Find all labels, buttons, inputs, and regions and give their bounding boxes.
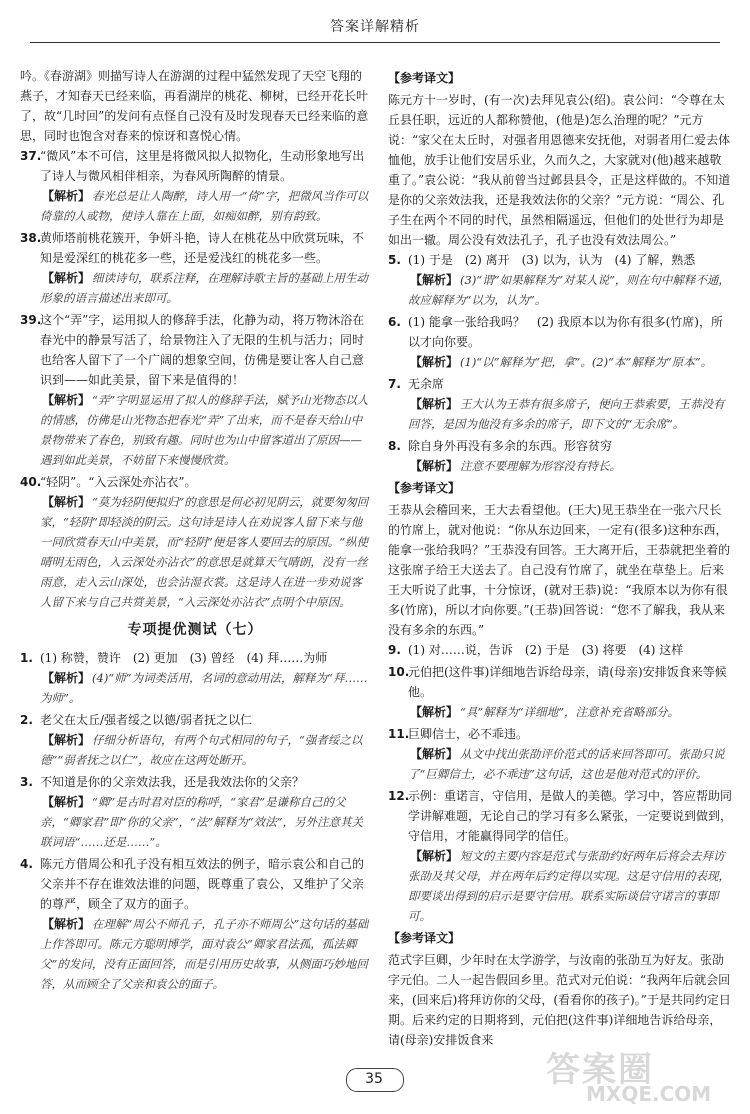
- analysis-tag: 【解析】: [42, 393, 91, 407]
- analysis-text: 王大认为王恭有很多席子，便向王恭索要，王恭没有回答，是因为他没有多余的席子，即下文的“无余席”。: [408, 397, 725, 431]
- item-number: 10.: [388, 665, 410, 679]
- answer-text: “微风”本不可信，这里是将微风拟人拟物化，生动形象地写出了诗人与微风相伴相亲，为春风所陶醉的情景。: [40, 149, 365, 183]
- answer-text: (1) 称赞，赞许 (2) 更加 (3) 曾经 (4) 拜……为师: [40, 651, 328, 665]
- answer-item: [388, 374, 733, 434]
- answer-item: [20, 854, 370, 994]
- intro-paragraph: 吟。《春游湖》则描写诗人在游湖的过程中猛然发现了天空飞翔的燕子，才知春天已经来临，再看湖岸的桃花、柳树，已经开花长叶了，故“几时回”的发问有点怪自己没有及时发现春天已经来临的意思，同时也饱含对春来的惊讶和喜悦心情。: [20, 69, 369, 143]
- right-answer-list-2: [388, 640, 733, 926]
- item-body: [408, 312, 733, 372]
- item-body: [40, 146, 370, 226]
- left-answer-list-2: [20, 648, 370, 994]
- answer-text: (1) 能拿一张给我吗？ (2) 我原本以为你有很多(竹席)，所以才向你要。: [408, 315, 723, 349]
- analysis-text: 注意不要理解为形容没有特长。: [460, 459, 622, 473]
- analysis-text: “弄”字明显运用了拟人的修辞手法，赋予山光物态以人的情感，仿佛是山光物态把春光“弄”了出来，而不是春天给山中景物带来了春色，别致有趣。同时也为山中留客道出了原因——遇到如此美景，不妨留下来慢慢欣赏。: [40, 393, 369, 467]
- watermark-logo: [546, 1042, 736, 1106]
- item-number: 9.: [388, 643, 401, 657]
- item-number: 39.: [20, 313, 42, 327]
- analysis-tag: 【解析】: [410, 459, 459, 473]
- answer-item: [20, 772, 370, 852]
- item-body: [40, 648, 370, 708]
- item-body: [408, 662, 733, 722]
- answer-text: 不知道是你的父亲效法我，还是我效法你的父亲？: [40, 775, 305, 789]
- page-header: [0, 0, 750, 44]
- analysis-tag: 【解析】: [42, 917, 91, 931]
- answer-text: 黄师塔前桃花簇开，争妍斗艳，诗人在桃花丛中欣赏玩味，不知是爱深红的桃花多一些，还是爱浅红的桃花多一些。: [40, 231, 365, 265]
- analysis-text: (3)“谓”如果解释为“对某人说”，则在句中解释不通，故应解释为“以为，认为”。: [408, 273, 730, 307]
- page-number: 35: [346, 1068, 402, 1090]
- answer-item: [20, 228, 370, 308]
- analysis-text: “具”解释为“详细地”，注意补充省略部分。: [460, 705, 680, 719]
- answer-item: [20, 710, 370, 770]
- analysis-text: 从文中找出张劭评价范式的话来回答即可。张劭只说了“巨卿信士，必不乖违”这句话，这也是他对范式的评价。: [408, 747, 725, 781]
- right-answer-list: [388, 250, 733, 476]
- reference-translation-3: 范式字巨卿，少年时在太学游学，与汝南的张劭互为好友。张劭字元伯。二人一起告假回乡里。范式对元伯说：“我两年后就会回来，(回来后)将拜访你的父母，(看看你的孩子)。”于是共同约定日期。后来约定的日期将到，元伯把(这件事)详细地告诉给母亲，请(母亲)安排饭食来: [388, 953, 731, 1047]
- answer-item: [388, 662, 733, 722]
- item-body: [40, 772, 370, 852]
- answer-text: 老父在太丘/强者绥之以德/弱者抚之以仁: [40, 713, 253, 727]
- analysis-text: 短文的主要内容是范式与张劭约好两年后将会去拜访张劭及其父母，并在两年后约定得以实现。这是守信用的表现，即要谈出得到的启示是要守信用。联系实际谈信守诺言的事即可。: [408, 849, 730, 923]
- item-number: 7.: [388, 377, 401, 391]
- analysis-tag: 【解析】: [42, 189, 91, 203]
- section-title: 专项提优测试（七）: [127, 622, 263, 638]
- item-number: 2.: [20, 713, 33, 727]
- answer-item: [388, 786, 733, 926]
- item-number: 5.: [388, 253, 401, 267]
- item-body: [40, 310, 370, 470]
- answer-item: [388, 312, 733, 372]
- reference-translation-1: 陈元方十一岁时，(有一次)去拜见袁公(绍)。袁公问：“令尊在太丘县任职，远近的人都称赞他，(他是)怎么治理的呢？”元方说：“家父在太丘时，对强者用恩德来安抚他，对弱者用仁爱去体恤他，放手让他们安居乐业，久而久之，大家就对(他)越来越敬重了。”袁公说：“我从前曾当过邺县县令，正是这样做的。不知道是你的父亲效法我，还是我效法你的父亲？”元方说：“周公、孔子生在两个不同的时代，虽然相隔遥远，但他们的处世行为却是如出一辙。周公没有效法孔子，孔子也没有效法周公。”: [388, 93, 731, 247]
- item-number: 8.: [388, 439, 401, 453]
- watermark-url: MXQE.COM: [586, 1082, 712, 1106]
- answer-item: [20, 310, 370, 470]
- right-column: [388, 66, 733, 1050]
- answer-item: [388, 250, 733, 310]
- answer-text: 巨卿信士，必不乖违。: [408, 727, 529, 741]
- item-body: [408, 374, 733, 434]
- item-number: 6.: [388, 315, 401, 329]
- answer-text: 示例：重诺言，守信用，是做人的美德。学习中，答应帮助同学讲解难题，无论自己的学习有多么紧张，一定要说到做到，守信用，才能赢得同学的信任。: [408, 789, 733, 843]
- analysis-tag: 【解析】: [42, 795, 91, 809]
- left-answer-list: [20, 146, 370, 612]
- analysis-tag: 【解析】: [42, 671, 91, 685]
- answer-item: [388, 724, 733, 784]
- item-number: 38.: [20, 231, 42, 245]
- item-body: [40, 854, 370, 994]
- item-number: 4.: [20, 857, 33, 871]
- answer-text: 这个“弄”字，运用拟人的修辞手法，化静为动，将万物沐浴在春光中的静景写活了，给景物注入了无限的生机与活力；同时也给客人留下了一个广阔的想象空间，仿佛是要让客人自己意识到——如此美景，留下来是值得的！: [40, 313, 365, 387]
- item-body: [40, 228, 370, 308]
- analysis-text: 细读诗句，联系注释，在理解诗歌主旨的基础上用生动形象的语言描述出来即可。: [40, 271, 369, 305]
- reference-translation-2: 王恭从会稽回来，王大去看望他。(王大)见王恭坐在一张六尺长的竹席上，就对他说：“你从东边回来，一定有(很多)这种东西，能拿一张给我吗？”王恭没有回答。王大离开后，王恭就把坐着的这张席子给王大送去了。自己没有竹席了，就坐在草垫上。后来王大听说了此事，十分惊讶，(就对王恭)说：“我原本以为你有很多(竹席)，所以才向你要。”(王恭)回答说：“您不了解我，我从来没有多余的东西。”: [388, 503, 731, 637]
- analysis-text: 在理解“周公不师孔子，孔子亦不师周公”这句话的基础上作答即可。陈元方聪明博学，面对袁公“卿家君法孤，孤法卿父”的发问，没有正面回答，而是引用历史故事，从侧面巧妙地回答，从而顾全了父亲和袁公的面子。: [40, 917, 369, 991]
- analysis-text: 春光总是让人陶醉，诗人用一“倚”字，把微风当作可以倚靠的人或物，使诗人靠在上面，如痴如醉，别有韵致。: [40, 189, 369, 223]
- item-body: [408, 250, 733, 310]
- watermark-text: 答案圈: [546, 1050, 654, 1090]
- analysis-tag: 【解析】: [410, 355, 459, 369]
- item-body: [40, 472, 370, 612]
- analysis-tag: 【解析】: [410, 747, 459, 761]
- item-body: [408, 640, 733, 660]
- answer-text: 陈元方借周公和孔子没有相互效法的例子，暗示袁公和自己的父亲并不存在谁效法谁的问题，既尊重了袁公，又维护了父亲的尊严，顾全了双方的面子。: [40, 857, 365, 911]
- item-number: 1.: [20, 651, 33, 665]
- answer-text: (1) 于是 (2) 离开 (3) 以为，认为 (4) 了解，熟悉: [408, 253, 696, 267]
- item-body: [408, 436, 733, 476]
- analysis-tag: 【解析】: [410, 273, 459, 287]
- item-body: [408, 786, 733, 926]
- header-title: 答案详解精析: [330, 19, 420, 35]
- answer-text: 除自身外再没有多余的东西。形容贫穷: [408, 439, 613, 453]
- answer-item: [20, 648, 370, 708]
- analysis-tag: 【解析】: [410, 849, 459, 863]
- reference-translation-label-2: 【参考译文】: [388, 481, 461, 495]
- item-number: 3.: [20, 775, 33, 789]
- answer-text: “轻阴”。“入云深处亦沾衣”。: [40, 475, 197, 489]
- item-body: [40, 710, 370, 770]
- item-number: 37.: [20, 149, 42, 163]
- analysis-text: “莫为轻阴便拟归”的意思是何必初见阴云，就要匆匆回家，“轻阴”即轻淡的阴云。这句诗是诗人在劝说客人留下来与他一同欣赏春天山中美景，而“轻阴”便是客人要回去的原因。“纵使晴明无雨色，入云深处亦沾衣”的意思是就算天气晴朗，没有一丝雨意，走入云山深处，也会沾湿衣裳。这是诗人在进一步劝说客人留下来与自己共赏美景，“入云深处亦沾衣”点明个中原因。: [40, 495, 369, 609]
- answer-item: [388, 436, 733, 476]
- reference-translation-label-3: 【参考译文】: [388, 931, 461, 945]
- analysis-tag: 【解析】: [410, 397, 459, 411]
- analysis-text: (4)“师”为词类活用，名词的意动用法，解释为“拜……为师”。: [40, 671, 368, 705]
- left-column: [20, 66, 370, 996]
- answer-text: (1) 对……说，告诉 (2) 于是 (3) 将要 (4) 这样: [408, 643, 684, 657]
- item-body: [408, 724, 733, 784]
- analysis-tag: 【解析】: [42, 733, 91, 747]
- analysis-tag: 【解析】: [410, 705, 459, 719]
- analysis-tag: 【解析】: [42, 271, 91, 285]
- analysis-text: 仔细分析语句，有两个句式相同的句子，“强者绥之以德”“弱者抚之以仁”，故应在这两处断开。: [40, 733, 363, 767]
- item-number: 40.: [20, 475, 42, 489]
- answer-text: 无余席: [408, 377, 445, 391]
- header-rule: [30, 42, 720, 43]
- reference-translation-label: 【参考译文】: [388, 71, 461, 85]
- answer-item: [20, 472, 370, 612]
- item-number: 11.: [388, 727, 410, 741]
- analysis-text: (1)“以”解释为“把，拿”。(2)“本”解释为“原本”。: [460, 355, 713, 369]
- analysis-text: “卿”是古时君对臣的称呼，“家君”是谦称自己的父亲，“卿家君”即“你的父亲”，“法”解释为“效法”，另外注意其关联词语“……还是……”。: [40, 795, 364, 849]
- answer-text: 元伯把(这件事)详细地告诉给母亲，请(母亲)安排饭食来等候他。: [408, 665, 727, 699]
- answer-item: [20, 146, 370, 226]
- item-number: 12.: [388, 789, 410, 803]
- answer-item: [388, 640, 733, 660]
- analysis-tag: 【解析】: [42, 495, 91, 509]
